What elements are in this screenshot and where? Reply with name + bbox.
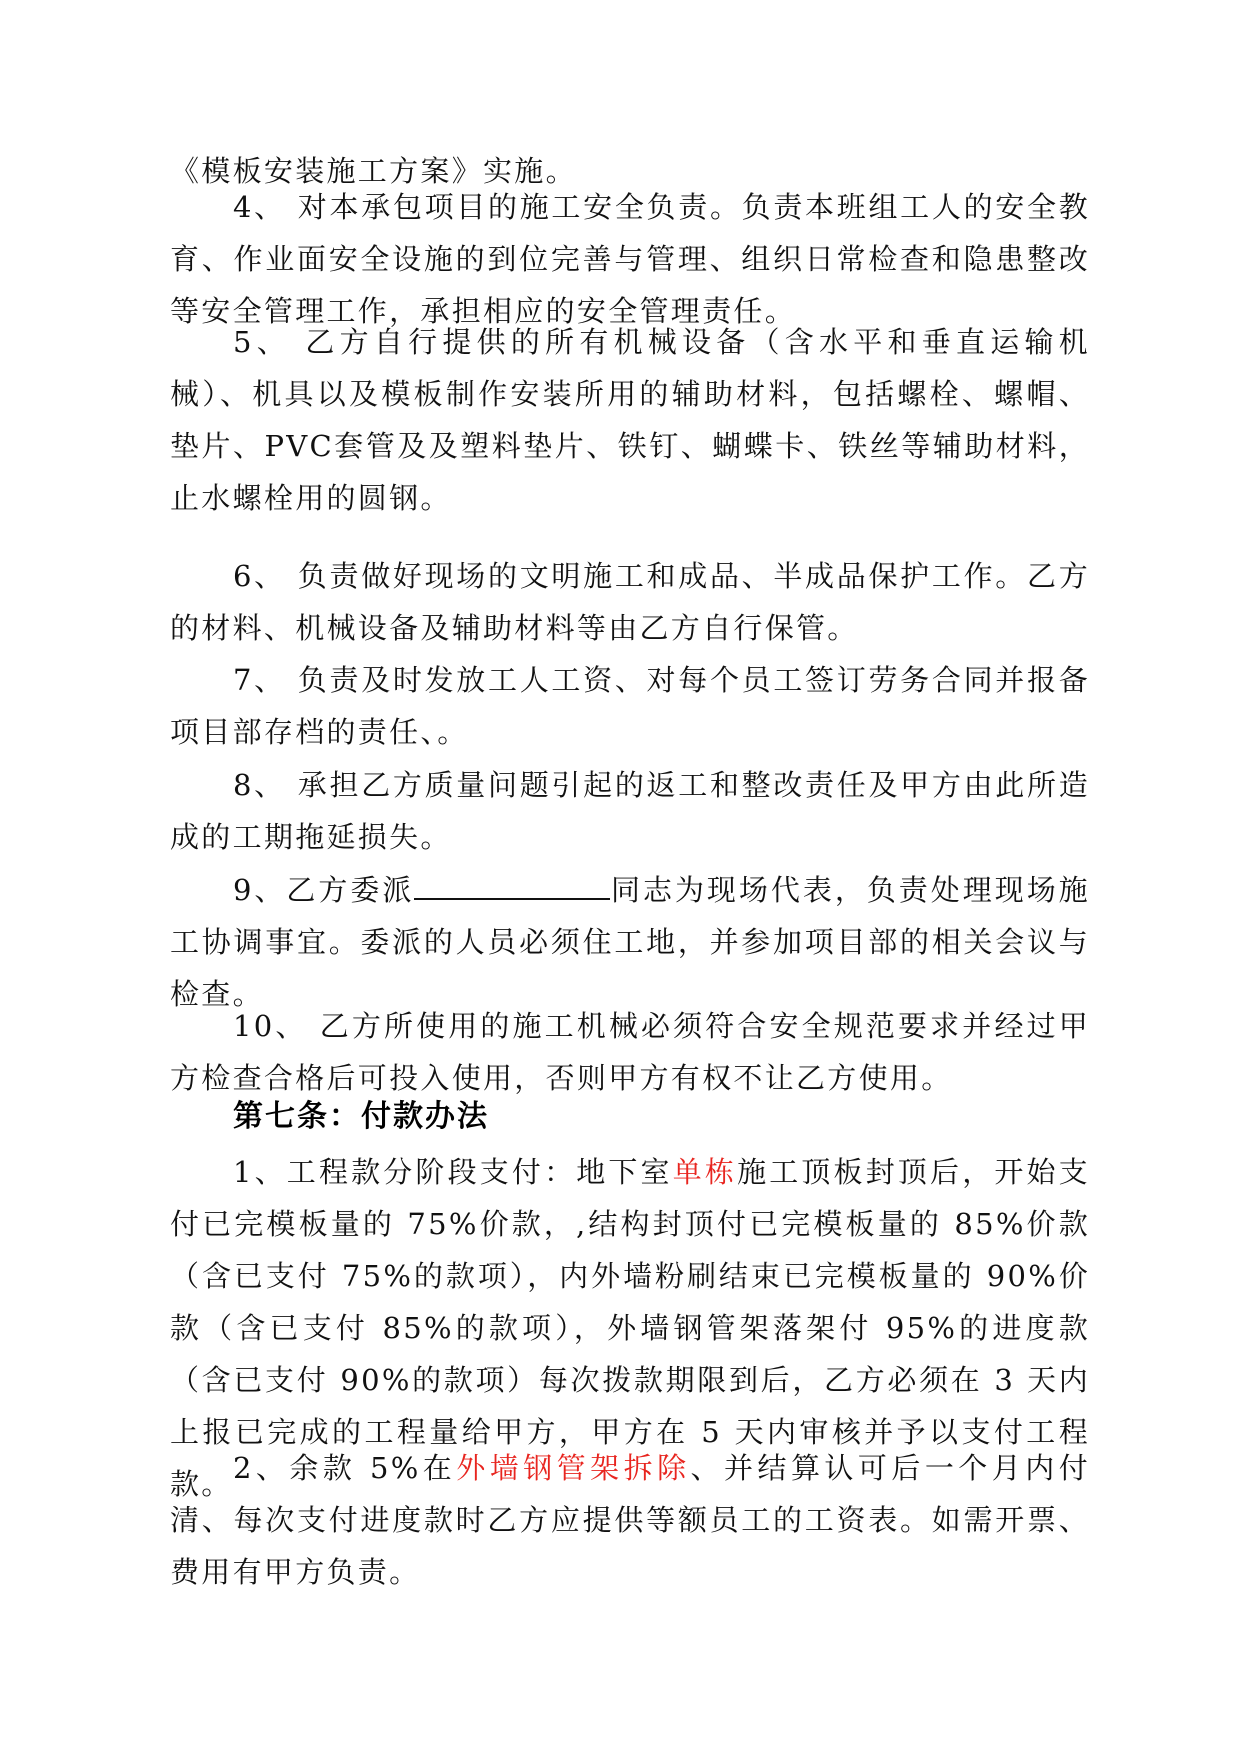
clause-10-text: 10、 乙方所使用的施工机械必须符合安全规范要求并经过甲方检查合格后可投入使用，否则甲方有权不让乙方使用。 [170,1009,1090,1095]
highlight-scaffold-removal: 外墙钢管架拆除 [456,1451,691,1485]
representative-name-blank[interactable] [414,868,610,900]
clause-5 [170,316,1090,524]
clause-5-text: 5、 乙方自行提供的所有机械设备（含水平和垂直运输机械）、机具以及模板制作安装所用的辅助材料，包括螺栓、螺帽、垫片、PVC套管及及塑料垫片、铁钉、蝴蝶卡、铁丝等辅助材料，止水螺栓用的圆钢。 [170,325,1090,515]
clause-9 [170,864,1090,1020]
payment-clause-1-text: 1、工程款分阶段支付：地下室 [233,1155,673,1189]
clause-9-text-after: 同志为现场代表，负责处理现场施工协调事宜。委派的人员必须住工地，并参加项目部的相关会议与检查。 [170,873,1090,1011]
payment-clause-2 [170,1442,1090,1598]
payment-clause-2-text-cont: 、并结算认可后一个月内付清、每次支付进度款时乙方应提供等额员工的工资表。如需开票、费用有甲方负责。 [170,1451,1090,1589]
clause-9-text-before: 9、乙方委派 [233,873,415,907]
clause-7 [170,654,1090,758]
paragraph-text: 《模板安装施工方案》实施。 [170,154,577,188]
clause-6-text: 6、 负责做好现场的文明施工和成品、半成品保护工作。乙方的材料、机械设备及辅助材料等由乙方自行保管。 [170,559,1090,645]
payment-clause-2-text: 2、余款 5%在 [233,1451,457,1485]
clause-10 [170,1000,1090,1104]
clause-8 [170,759,1090,863]
clause-7-text: 7、 负责及时发放工人工资、对每个员工签订劳务合同并报备项目部存档的责任、。 [170,663,1090,749]
article-7-heading: 第七条：付款办法 [233,1099,489,1134]
highlight-single-building: 单栋 [672,1155,738,1189]
clause-4-text: 4、 对本承包项目的施工安全负责。负责本班组工人的安全教育、作业面安全设施的到位完善与管理、组织日常检查和隐患整改等安全管理工作，承担相应的安全管理责任。 [170,190,1090,328]
clause-8-text: 8、 承担乙方质量问题引起的返工和整改责任及甲方由此所造成的工期拖延损失。 [170,768,1090,854]
clause-4 [170,181,1090,337]
clause-6 [170,550,1090,654]
payment-clause-1-text-cont: 施工顶板封顶后，开始支付已完模板量的 75%价款，,结构封顶付已完模板量的 85%价款（含已支付 75%的款项），内外墙粉刷结束已完模板量的 90%价款（含已支付 85%的款项），外墙钢管架落架付 95%的进度款（含已支付 90%的款项）每次拨款期限到后，乙方必须在 3 天内上报已完成的工程量给甲方，甲方在 5 天内审核并予以支付工程款。 [170,1155,1090,1501]
